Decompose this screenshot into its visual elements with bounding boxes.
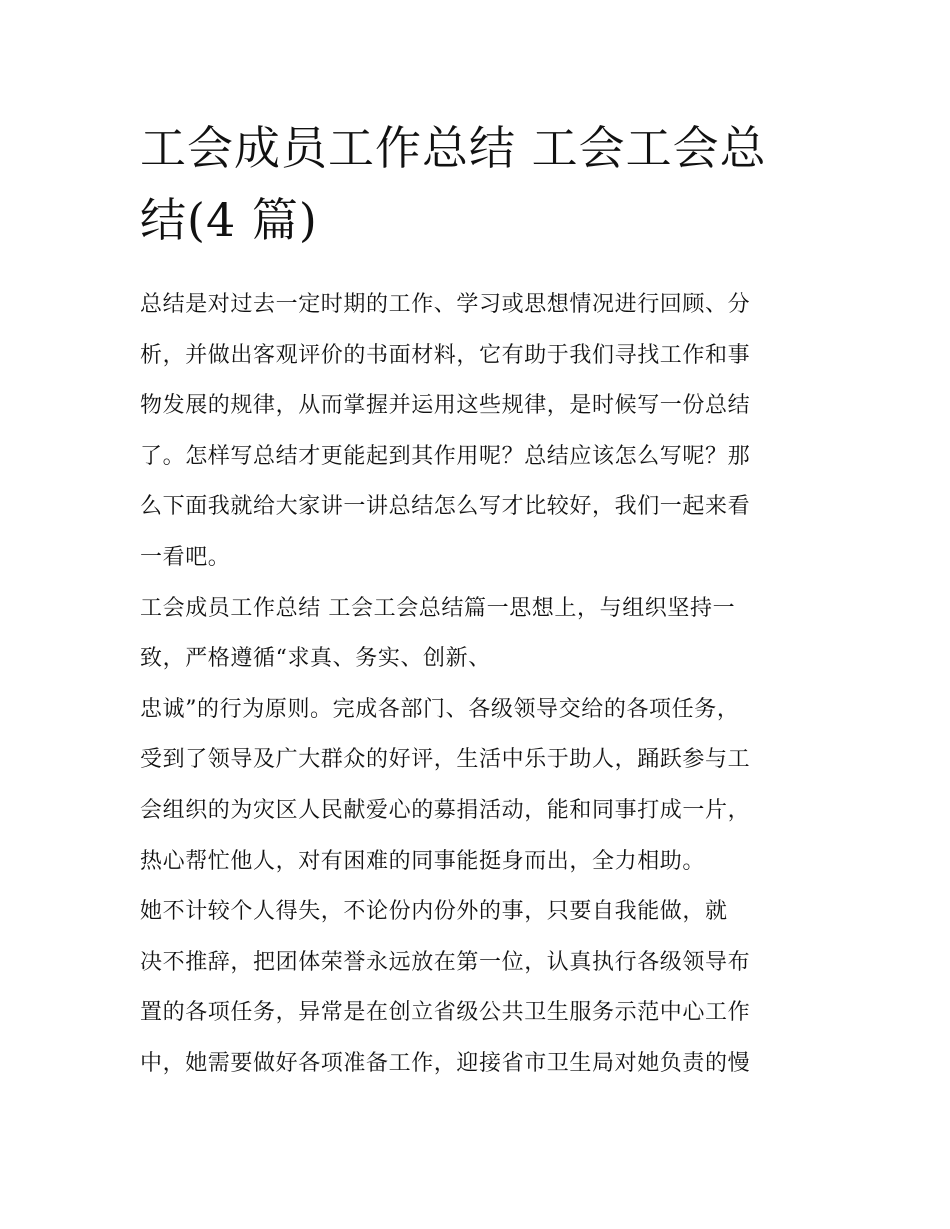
text-line: 析，并做出客观评价的书面材料，它有助于我们寻找工作和事 [140, 342, 751, 368]
text-line: 么下面我就给大家讲一讲总结怎么写才比较好，我们一起来看 [140, 494, 751, 520]
text-line: 中，她需要做好各项准备工作，迎接省市卫生局对她负责的慢 [140, 1050, 751, 1076]
text-line: 受到了领导及广大群众的好评，生活中乐于助人，踊跃参与工 [140, 747, 751, 773]
text-line: 会组织的为灾区人民献爱心的募捐活动，能和同事打成一片， [140, 797, 751, 823]
text-line: 工会成员工作总结 工会工会总结篇一思想上，与组织坚持一 [140, 595, 736, 621]
text-line: 热心帮忙他人，对有困难的同事能挺身而出，全力相助。 [140, 848, 706, 874]
text-line: 一看吧。 [140, 544, 231, 570]
text-line: 物发展的规律，从而掌握并运用这些规律，是时候写一份总结 [140, 393, 751, 419]
title-line: 结(4 篇) [140, 193, 318, 247]
text-line: 忠诚”的行为原则。完成各部门、各级领导交给的各项任务， [140, 696, 740, 722]
text-line: 总结是对过去一定时期的工作、学习或思想情况进行回顾、分 [140, 292, 751, 317]
document-body [140, 280, 820, 1090]
title-line: 工会成员工作总结 工会工会总 [140, 121, 767, 175]
text-line: 决不推辞，把团体荣誉永远放在第一位，认真执行各级领导布 [140, 949, 751, 975]
text-line: 她不计较个人得失，不论份内份外的事，只要自我能做，就 [140, 899, 728, 925]
text-line: 致，严格遵循“求真、务实、创新、 [140, 646, 491, 672]
text-line: 了。怎样写总结才更能起到其作用呢？总结应该怎么写呢？那 [140, 443, 751, 469]
document-title [140, 112, 820, 256]
text-line: 置的各项任务，异常是在创立省级公共卫生服务示范中心工作 [140, 1000, 751, 1026]
